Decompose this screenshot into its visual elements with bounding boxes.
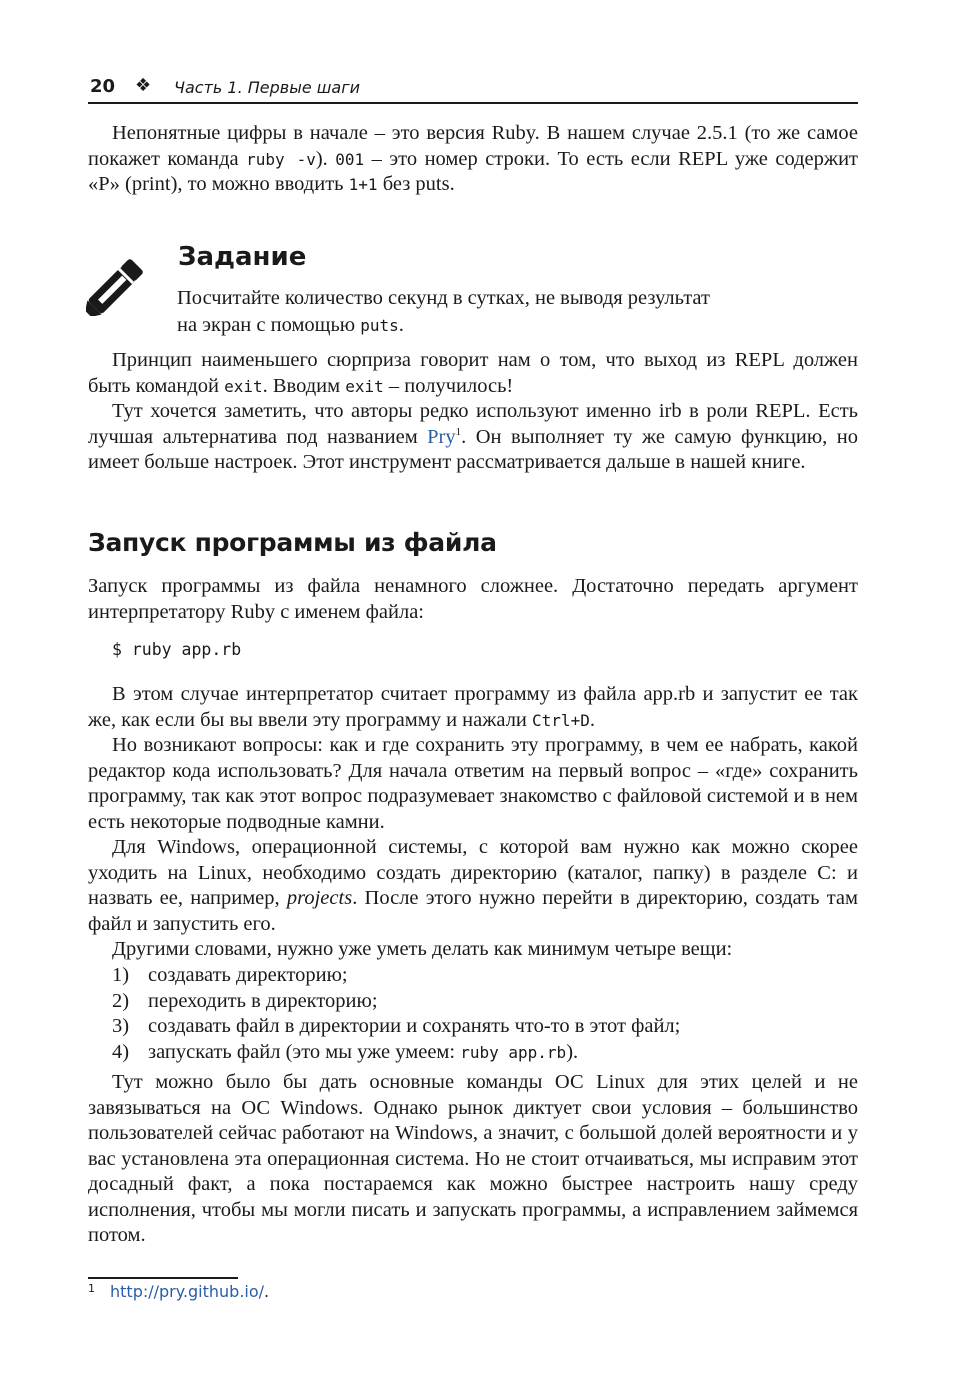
ornament-icon: ❖ [135,75,152,96]
repl-paragraphs: Принцип наименьшего сюрприза говорит нам о том, что выход из REPL должен быть командой exit. Вводим exit – получилось! Тут хочется заметить, что авторы редко используют именно irb в роли REPL. Есть лучшая альтернатива под названием Pry$^1$. Он выполняет ту же самую функцию, но имеет больше настроек. Этот инструмент рассматривается дальше в нашей книге. [88,349,858,473]
running-title: Часть 1. Первые шаги [174,78,361,97]
task-text: Посчитайте количество секунд в сутках, не выводя результат на экран с помощью puts. [177,287,710,336]
section-body: В этом случае интерпретатор считает программу из файла app.rb и запустит ее так же, как если бы вы ввели эту программу и нажали Ctrl+D. Но возникают вопросы: как и где сохранить эту программу, в чем ее набрать, какой редактор кода использовать? Для начала ответим на первый вопрос – «где» сохранить программу, так как этот вопрос подразумевает знакомство с файловой системой и в нем есть некоторые подводные камни. Для Windows, операционной системы, с которой вам нужно как можно скорее уходить на Linux, необходимо создать директорию (каталог, папку) в разделе C: и назвать ее, например, projects. После этого нужно перейти в директорию, создать там файл и запустить его. Другими словами, нужно уже уметь делать как минимум четыре вещи: [88,683,858,960]
section-intro: Запуск программы из файла ненамного сложнее. Достаточно передать аргумент интерпретатору Ruby с именем файла: [88,575,858,623]
inline-code: puts [360,316,399,335]
footnote-ref[interactable]: 1 [455,425,462,438]
page-number: 20 [90,76,116,97]
inline-code: ruby app.rb [460,1042,567,1062]
footnote-mark: 1 [88,1282,95,1295]
list-item: 4) запускать файл (это мы уже умеем: ruby app.rb). [112,1040,579,1063]
inline-code: Ctrl+D [532,710,590,730]
task-title: Задание [178,242,307,272]
inline-code: exit [224,376,263,396]
pry-link[interactable]: Pry [427,425,456,448]
numbered-list [112,963,680,1065]
list-item: 2) переходить в директорию; [112,989,378,1012]
inline-code: 1+1 [348,175,378,194]
footnote-divider [88,1277,238,1279]
footnote-period: . [264,1282,270,1301]
intro-paragraph: Непонятные цифры в начале – это версия Ruby. В нашем случае 2.5.1 (то же самое покажет команда ruby -v). 001 – это номер строки. То есть если REPL уже содержит «P» (print), то можно вводить 1+1 без puts. [88,122,858,195]
code-block: $ ruby app.rb [112,640,242,659]
inline-code: 001 [335,149,365,169]
pencil-icon [86,248,154,316]
list-item: 1) создавать директорию; [112,964,348,986]
running-header [88,76,858,104]
inline-code: exit [345,376,384,396]
closing-paragraph: Тут можно было бы дать основные команды ОС Linux для этих целей и не завязываться на ОС Windows. Однако рынок диктует свои условия – большинство пользователей сейчас работают на Windows, а значит, с большой долей вероятности и у вас установлена эта операционная система. Но не стоит отчаиваться, мы исправим этот досадный факт, а пока постараемся как можно быстрее настроить нашу среду исполнения, чтобы мы могли писать и запускать программы, а исправлением займемся потом. [88,1071,858,1246]
inline-code: ruby -v [246,149,316,169]
section-heading: Запуск программы из файла [88,528,497,557]
footnote-link[interactable]: http://pry.github.io/ [110,1282,265,1301]
list-item: 3) создавать файл в директории и сохранять что-то в этот файл; [112,1015,681,1037]
